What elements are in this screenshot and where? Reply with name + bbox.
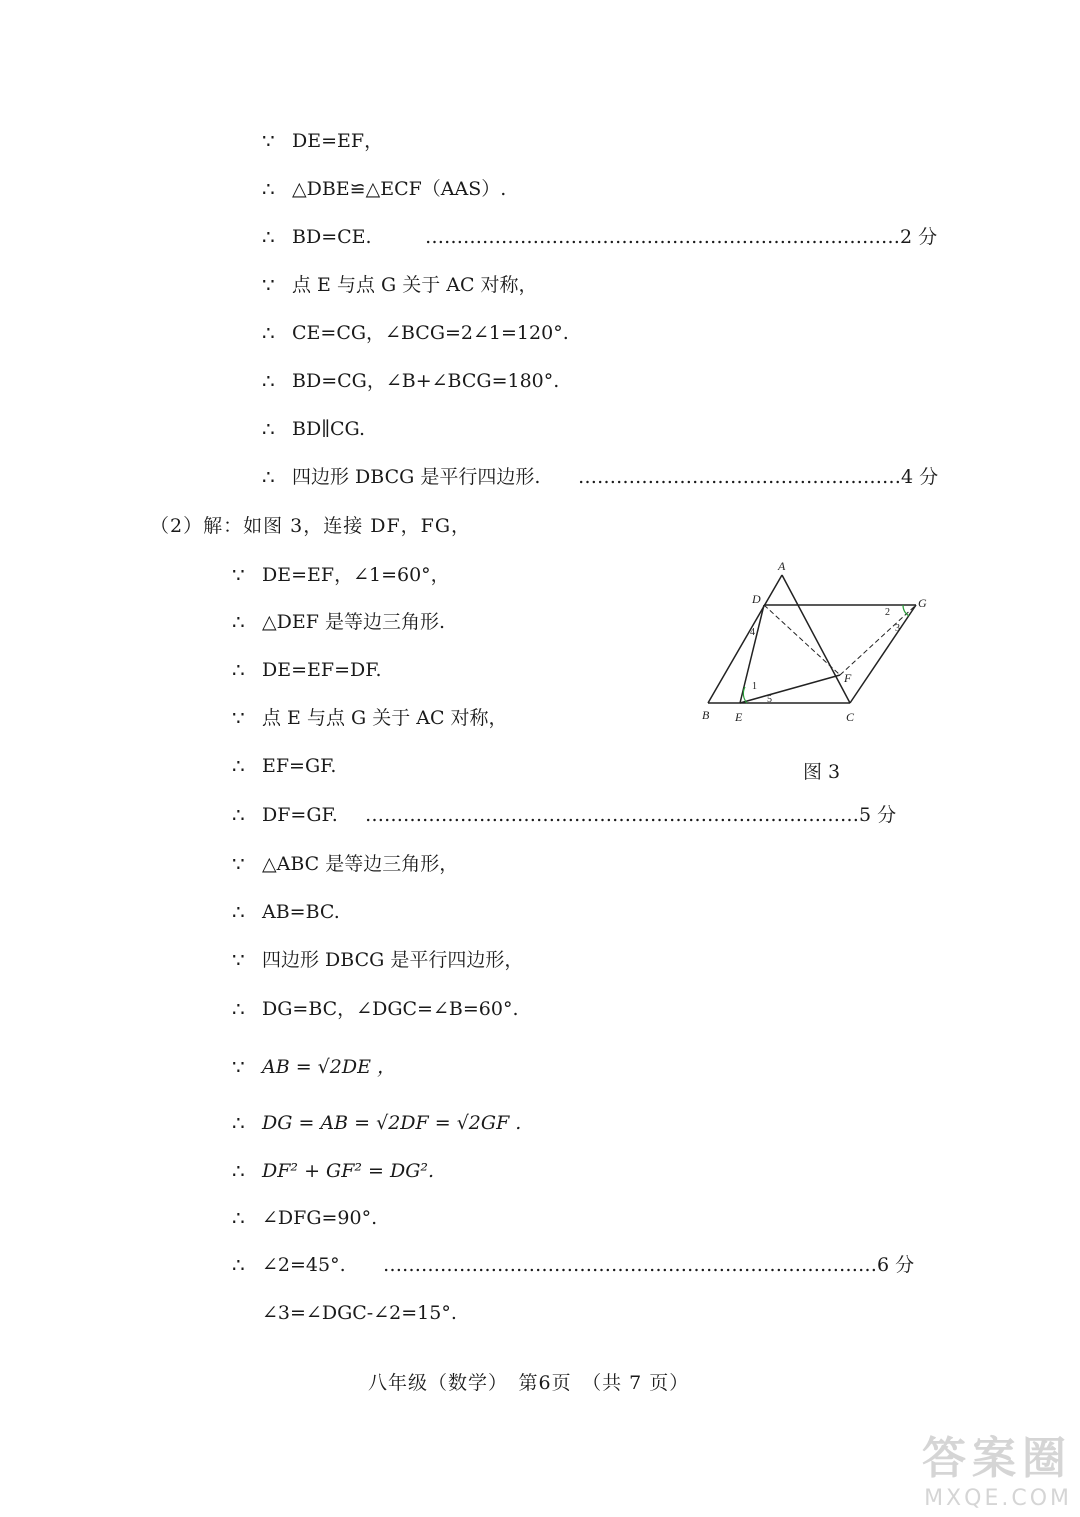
therefore-symbol: ∴ [262,465,275,489]
label-G: G [918,596,927,610]
angle-label-4: 4 [750,627,755,638]
proof-text: △DBE≌△ECF（AAS）. [292,178,507,200]
proof-text: AB=BC. [262,901,340,923]
geometry-figure [690,555,950,735]
therefore-symbol: ∴ [262,225,275,249]
angle-g-arc [903,605,909,616]
proof-text: 四边形 DBCG 是平行四边形， [262,949,524,971]
proof-line [232,705,508,731]
proof-line [232,899,340,925]
therefore-symbol: ∴ [232,1111,245,1135]
score-mark: …………………………………………………………………2 分 [425,226,938,248]
proof-line [232,753,336,779]
therefore-symbol: ∴ [262,369,275,393]
proof-line [232,562,450,588]
because-symbol: ∵ [232,563,245,587]
therefore-symbol: ∴ [232,997,245,1021]
therefore-symbol: ∴ [232,610,245,634]
label-E: E [735,710,743,724]
segment-FG [840,605,916,675]
proof-line [232,1205,377,1231]
segment-CG [850,605,916,703]
proof-formula: AB = √2DE ， [262,1056,397,1078]
proof-text: CE=CG，∠BCG=2∠1=120°. [292,322,569,344]
part2-heading: （2）解：如图 3，连接 DF，FG， [150,515,472,537]
proof-text: DG=BC，∠DGC=∠B=60°. [262,998,519,1020]
watermark-url: MXQE.COM [924,1486,1072,1511]
proof-line [262,128,383,154]
angle-label-2: 2 [885,607,890,618]
segment-DF [764,605,840,675]
proof-line [262,320,569,346]
proof-line [232,1252,346,1278]
proof-text: 点 E 与点 G 关于 AC 对称， [262,707,508,729]
label-B: B [702,708,710,722]
therefore-symbol: ∴ [232,1159,245,1183]
proof-text: 四边形 DBCG 是平行四边形. [292,466,541,488]
proof-text: DE=EF， [292,130,384,152]
proof-text: BD=CE. [292,226,372,248]
therefore-symbol: ∴ [262,177,275,201]
because-symbol: ∵ [262,129,275,153]
proof-text: ∠2=45°. [262,1254,346,1276]
proof-line [262,224,372,250]
angle-label-1: 1 [752,681,757,692]
angle-label-3: 3 [895,623,900,634]
proof-line [262,1300,457,1326]
proof-text: EF=GF. [262,755,337,777]
score-mark: ……………………………………………4 分 [578,466,939,488]
proof-text: ∠DFG=90°. [262,1207,378,1229]
proof-text: BD∥CG. [292,418,366,440]
proof-line [262,416,365,442]
label-D: D [752,592,761,606]
proof-line [262,464,540,490]
proof-line [262,272,538,298]
label-C: C [846,710,855,724]
proof-text: DF=GF. [262,804,338,826]
proof-line [232,851,458,877]
proof-formula: DG = AB = √2DF = √2GF . [262,1112,522,1134]
proof-line [232,996,519,1022]
therefore-symbol: ∴ [232,900,245,924]
proof-line [232,1110,521,1136]
score-mark: ……………………………………………………………………5 分 [365,804,897,826]
proof-line [232,947,523,973]
angle-label-5: 5 [767,694,772,705]
because-symbol: ∵ [232,1055,245,1079]
proof-line [262,176,506,202]
therefore-symbol: ∴ [232,658,245,682]
proof-line [232,609,445,635]
because-symbol: ∵ [232,706,245,730]
proof-line [232,1054,396,1080]
proof-text: DE=EF=DF. [262,659,382,681]
proof-line [232,1158,434,1184]
because-symbol: ∵ [232,948,245,972]
therefore-symbol: ∴ [232,754,245,778]
page-footer: 八年级（数学） 第6页 （共 7 页） [368,1372,690,1394]
therefore-symbol: ∴ [232,803,245,827]
figure-caption: 图 3 [803,761,841,783]
proof-line [262,368,559,394]
proof-text: 点 E 与点 G 关于 AC 对称， [292,274,538,296]
watermark-logo [922,1422,1072,1511]
proof-line [232,802,338,828]
proof-text: ∠3=∠DGC-∠2=15°. [262,1302,457,1324]
proof-text: DE=EF，∠1=60°， [262,564,450,586]
score-mark: ……………………………………………………………………6 分 [383,1254,915,1276]
therefore-symbol: ∴ [262,321,275,345]
watermark-title: 答案圈 [922,1433,1072,1484]
because-symbol: ∵ [262,273,275,297]
label-F: F [844,671,852,685]
proof-text: △ABC 是等边三角形， [262,853,459,875]
proof-line [232,657,382,683]
proof-text: BD=CG，∠B+∠BCG=180°. [292,370,560,392]
proof-formula: DF² + GF² = DG². [262,1160,435,1182]
therefore-symbol: ∴ [232,1206,245,1230]
because-symbol: ∵ [232,852,245,876]
segment-AC [782,575,850,703]
label-A: A [778,559,786,573]
therefore-symbol: ∴ [232,1253,245,1277]
proof-text: △DEF 是等边三角形. [262,611,445,633]
therefore-symbol: ∴ [262,417,275,441]
